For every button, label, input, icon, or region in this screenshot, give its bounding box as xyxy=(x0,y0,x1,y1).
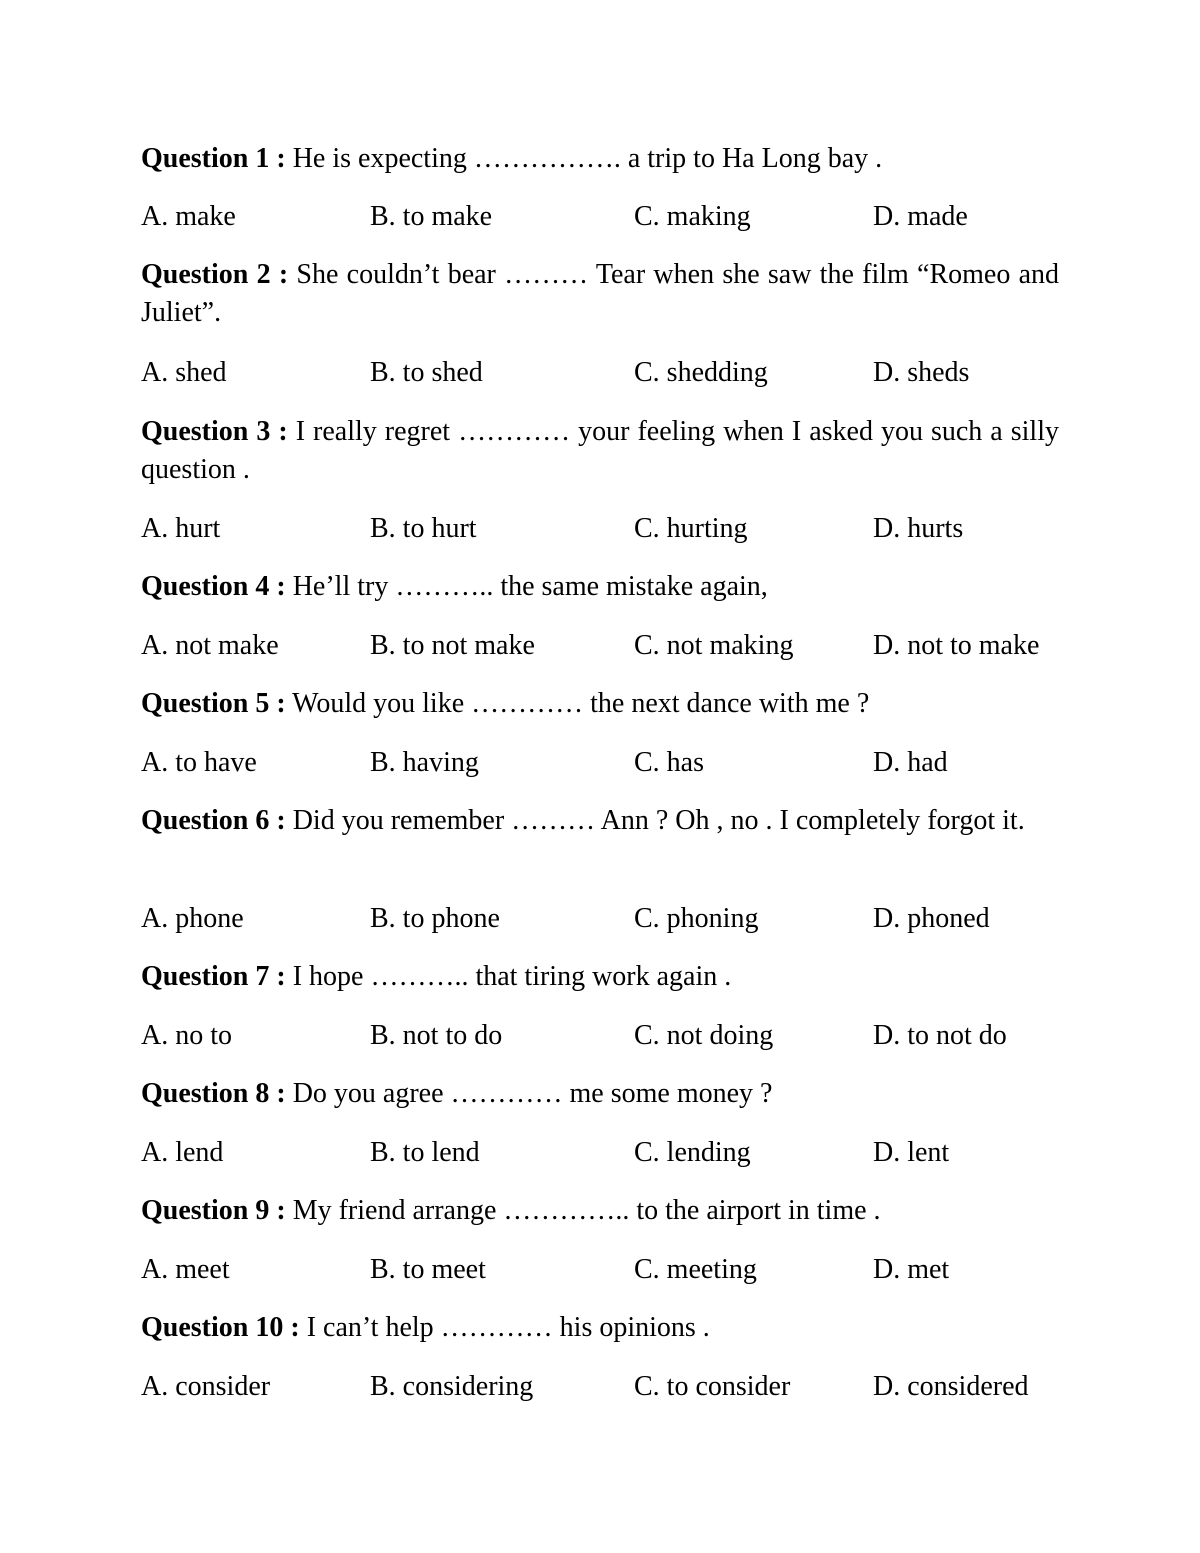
option-c[interactable]: C. not making xyxy=(634,630,794,661)
option-a[interactable]: A. hurt xyxy=(141,513,221,544)
option-c[interactable]: C. shedding xyxy=(634,357,768,388)
question-1 xyxy=(141,140,1059,178)
option-c[interactable]: C. to consider xyxy=(634,1371,791,1402)
question-label: Question 8 : xyxy=(141,1078,286,1109)
options-7 xyxy=(141,1017,1059,1055)
option-d[interactable]: D. lent xyxy=(873,1137,950,1168)
option-b[interactable]: B. to phone xyxy=(370,903,500,934)
options-8 xyxy=(141,1134,1059,1172)
question-8 xyxy=(141,1075,1059,1113)
question-2 xyxy=(141,256,1059,332)
option-a[interactable]: A. consider xyxy=(141,1371,271,1402)
option-d[interactable]: D. made xyxy=(873,201,968,232)
option-c[interactable]: C. not doing xyxy=(634,1020,774,1051)
question-text: He’ll try ……….. the same mistake again, xyxy=(285,571,768,602)
option-c[interactable]: C. phoning xyxy=(634,903,759,934)
question-text: I really regret ………… your feeling when I asked you such a silly question . xyxy=(141,416,1059,485)
question-label: Question 6 : xyxy=(141,805,286,836)
question-text: I can’t help ………… his opinions . xyxy=(299,1312,710,1343)
option-b[interactable]: B. to lend xyxy=(370,1137,480,1168)
option-c[interactable]: C. has xyxy=(634,747,704,778)
option-b[interactable]: B. to shed xyxy=(370,357,483,388)
question-label: Question 3 : xyxy=(141,416,288,447)
option-c[interactable]: C. lending xyxy=(634,1137,751,1168)
options-9 xyxy=(141,1251,1059,1289)
option-c[interactable]: C. meeting xyxy=(634,1254,757,1285)
question-label: Question 10 : xyxy=(141,1312,300,1343)
option-b[interactable]: B. to make xyxy=(370,201,493,232)
question-text: He is expecting ……………. a trip to Ha Long bay . xyxy=(285,143,883,174)
option-b[interactable]: B. having xyxy=(370,747,479,778)
option-a[interactable]: A. phone xyxy=(141,903,244,934)
option-c[interactable]: C. making xyxy=(634,201,751,232)
option-a[interactable]: A. meet xyxy=(141,1254,230,1285)
question-text: My friend arrange ………….. to the airport in time . xyxy=(285,1195,881,1226)
option-a[interactable]: A. no to xyxy=(141,1020,232,1051)
question-10 xyxy=(141,1309,1059,1347)
question-label: Question 4 : xyxy=(141,571,286,602)
question-label: Question 1 : xyxy=(141,143,286,174)
option-a[interactable]: A. lend xyxy=(141,1137,224,1168)
question-6 xyxy=(141,802,1059,840)
question-text: Did you remember ……… Ann ? Oh , no . I completely forgot it. xyxy=(285,805,1025,836)
option-b[interactable]: B. to meet xyxy=(370,1254,486,1285)
option-a[interactable]: A. to have xyxy=(141,747,257,778)
option-d[interactable]: D. not to make xyxy=(873,630,1040,661)
question-label: Question 2 : xyxy=(141,259,289,290)
option-d[interactable]: D. to not do xyxy=(873,1020,1007,1051)
options-10 xyxy=(141,1368,1059,1406)
options-4 xyxy=(141,627,1059,665)
question-label: Question 5 : xyxy=(141,688,286,719)
question-label: Question 7 : xyxy=(141,961,286,992)
options-5 xyxy=(141,744,1059,782)
question-9 xyxy=(141,1192,1059,1230)
option-b[interactable]: B. not to do xyxy=(370,1020,503,1051)
question-7 xyxy=(141,958,1059,996)
option-a[interactable]: A. make xyxy=(141,201,236,232)
option-a[interactable]: A. not make xyxy=(141,630,279,661)
options-1 xyxy=(141,198,1059,236)
question-text: She couldn’t bear ……… Tear when she saw the film “Romeo and Juliet”. xyxy=(141,259,1059,328)
option-d[interactable]: D. met xyxy=(873,1254,950,1285)
question-text: Would you like ………… the next dance with me ? xyxy=(285,688,870,719)
option-d[interactable]: D. considered xyxy=(873,1371,1029,1402)
question-label: Question 9 : xyxy=(141,1195,286,1226)
option-a[interactable]: A. shed xyxy=(141,357,227,388)
option-c[interactable]: C. hurting xyxy=(634,513,748,544)
option-d[interactable]: D. sheds xyxy=(873,357,970,388)
option-b[interactable]: B. to not make xyxy=(370,630,535,661)
question-5 xyxy=(141,685,1059,723)
options-2 xyxy=(141,354,1059,392)
options-6 xyxy=(141,900,1059,938)
option-b[interactable]: B. to hurt xyxy=(370,513,477,544)
options-3 xyxy=(141,510,1059,548)
question-4 xyxy=(141,568,1059,606)
question-3 xyxy=(141,413,1059,489)
option-d[interactable]: D. hurts xyxy=(873,513,964,544)
option-d[interactable]: D. had xyxy=(873,747,948,778)
question-text: I hope ……….. that tiring work again . xyxy=(285,961,732,992)
option-b[interactable]: B. considering xyxy=(370,1371,534,1402)
option-d[interactable]: D. phoned xyxy=(873,903,990,934)
question-text: Do you agree ………… me some money ? xyxy=(285,1078,773,1109)
